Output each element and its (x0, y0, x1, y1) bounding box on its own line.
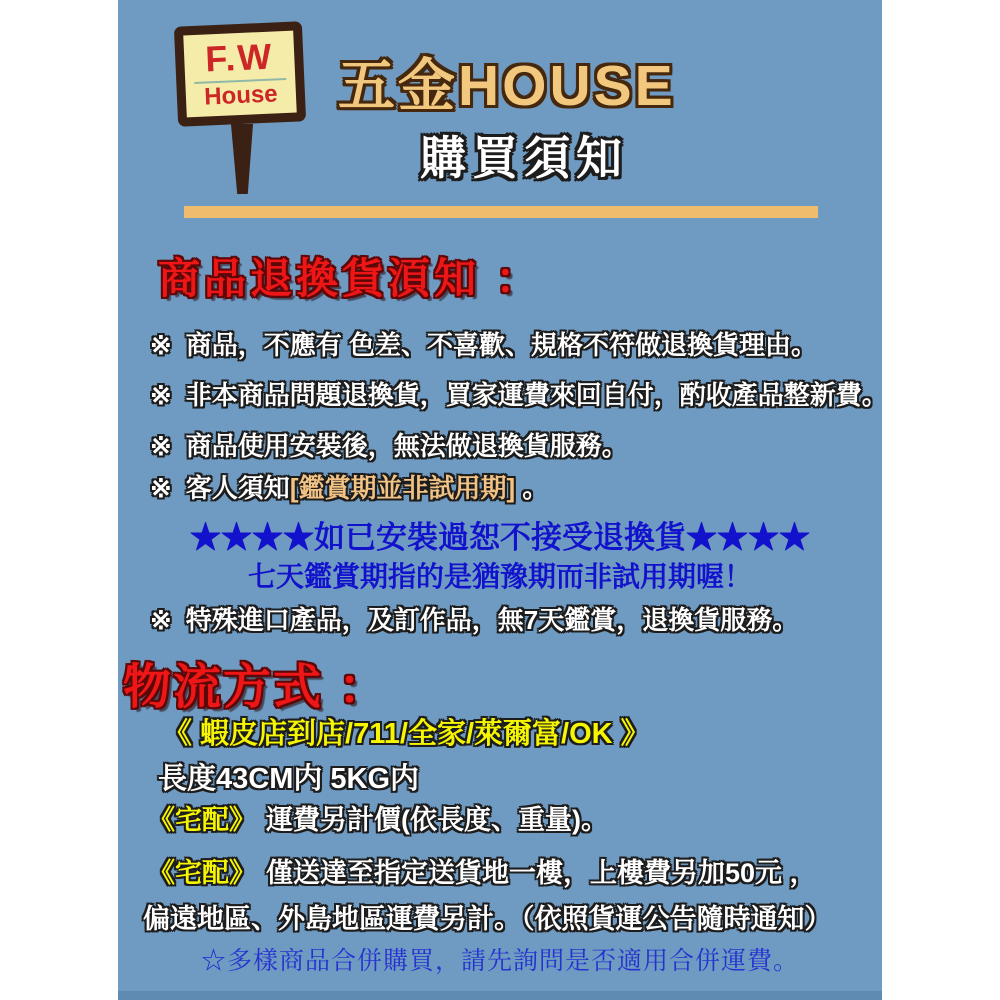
home-delivery-line-1 (148, 798, 608, 837)
page-subtitle: 購買須知 (420, 132, 628, 184)
bottom-strip (118, 991, 882, 1000)
bullet-marker: ※ (150, 605, 172, 635)
appreciation-reminder: 七天鑑賞期指的是猶豫期而非試用期喔！ (247, 562, 752, 593)
return-bullet-1 (150, 325, 817, 362)
bullet-marker: ※ (150, 473, 172, 503)
appreciation-period-highlight: [鑑賞期並非試用期] (289, 473, 516, 503)
combine-shipping-note: ☆多樣商品合併購買，請先詢問是否適用合併運費。 (200, 948, 799, 975)
sign-text-fw: F.W (204, 35, 275, 80)
bullet-text: 非本商品問題退換貨，買家運費來回自付，酌收產品整新費。 (185, 380, 888, 410)
logistics-heading: 物流方式 ： (123, 661, 389, 714)
sign-board (174, 21, 306, 126)
bullet-text: 客人須知 (185, 473, 290, 503)
sign-handle (230, 124, 254, 194)
bullet-marker: ※ (150, 330, 172, 360)
home-delivery-tag: 《宅配》 (148, 805, 256, 835)
return-bullet-5 (150, 600, 798, 637)
bullet-text: 商品使用安裝後，無法做退換貨服務。 (185, 431, 628, 461)
bullet-text: 特殊進口產品，及訂作品，無7天鑑賞，退換貨服務。 (185, 605, 799, 635)
bullet-marker: ※ (150, 431, 172, 461)
home-delivery-text: 運費另計價(依長度、重量)。 (266, 805, 608, 835)
home-delivery-line-3: 偏遠地區、外島地區運費另計。（依照貨運公告隨時通知） (143, 904, 832, 934)
home-delivery-text: 僅送達至指定送貨地一樓，上樓費另加50元 ， (266, 858, 817, 888)
return-bullet-2 (150, 375, 888, 412)
size-limit-line: 長度43CM内 5KG内 (158, 763, 420, 795)
bullet-marker: ※ (150, 380, 172, 410)
bullet-text: 商品，不應有 色差、不喜歡、規格不符做退換貨理由。 (185, 330, 818, 360)
store-sign-logo (170, 22, 320, 197)
store-title: 五金HOUSE (338, 54, 676, 118)
return-bullet-4 (150, 468, 548, 505)
sign-text-house: House (203, 80, 279, 111)
home-delivery-tag: 《宅配》 (148, 858, 256, 888)
bullet-text-suffix: 。 (515, 473, 549, 503)
returns-heading: 商品退換貨湏知 ： (158, 255, 542, 302)
home-delivery-line-2 (148, 851, 817, 890)
return-bullet-3 (150, 426, 628, 463)
store-pickup-line: 《 蝦皮店到店/711/全家/萊爾富/OK 》 (163, 718, 650, 750)
divider-bar (184, 206, 818, 218)
star-banner: ★★★★如已安裝過恕不接受退換貨★★★★ (190, 520, 810, 555)
